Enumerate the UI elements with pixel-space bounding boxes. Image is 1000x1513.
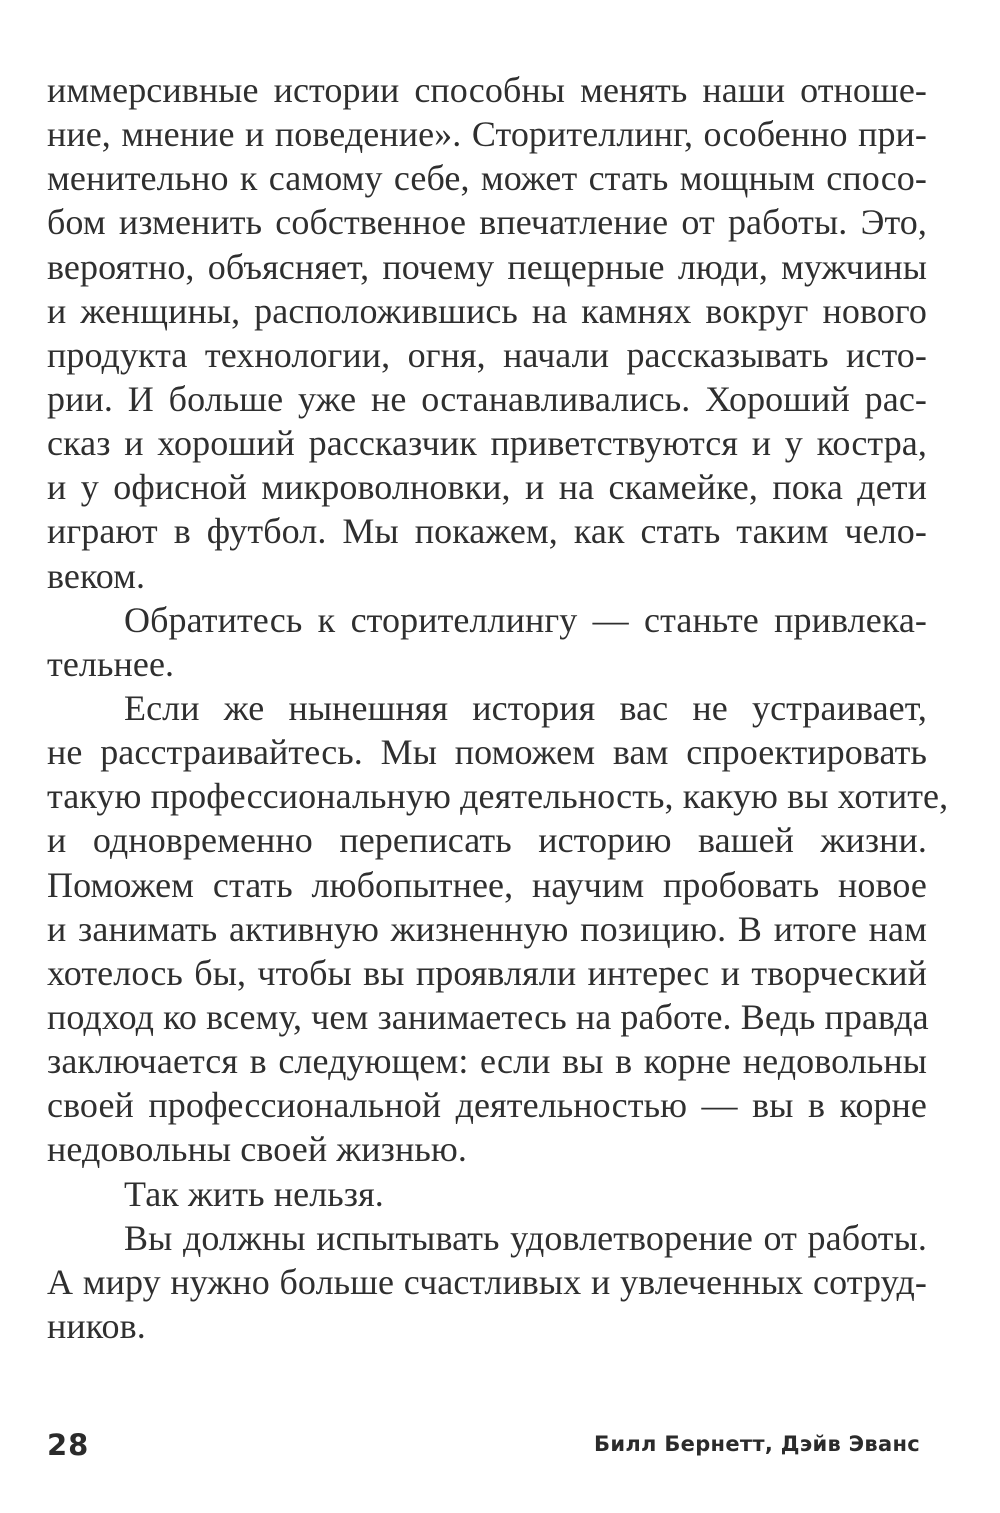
text-line: ние, мнение и поведение». Сторителлинг, особенно при-	[47, 114, 927, 155]
text-line: и у офисной микроволновки, и на скамейке, пока дети	[47, 467, 927, 508]
text-line: Так жить нельзя.	[124, 1173, 384, 1214]
text-line: не расстраивайтесь. Мы поможем вам спроектировать	[47, 732, 927, 773]
text-line: тельнее.	[47, 643, 175, 684]
text-line: заключается в следующем: если вы в корне недовольны	[47, 1041, 927, 1082]
body-text	[47, 68, 949, 1348]
page-number: 28	[47, 1428, 90, 1462]
text-line: продукта технологии, огня, начали рассказывать исто-	[47, 334, 927, 375]
text-line: и женщины, расположившись на камнях вокруг нового	[47, 290, 927, 331]
text-line: А миру нужно больше счастливых и увлеченных сотруд-	[47, 1261, 927, 1302]
text-line: рии. И больше уже не останавливались. Хороший рас-	[47, 378, 927, 419]
text-line: хотелось бы, чтобы вы проявляли интерес и творческий	[47, 952, 927, 993]
text-line: ников.	[47, 1305, 146, 1346]
running-head-authors: Билл Бернетт, Дэйв Эванс	[594, 1432, 920, 1456]
text-line: и одновременно переписать историю вашей жизни.	[47, 820, 927, 861]
text-line: и занимать активную жизненную позицию. В итоге нам	[47, 908, 927, 949]
text-line: сказ и хороший рассказчик приветствуются и у костра,	[47, 423, 927, 464]
text-line: такую профессиональную деятельность, какую вы хотите,	[47, 776, 949, 817]
text-line: Если же нынешняя история вас не устраивает,	[124, 687, 927, 728]
text-line: Вы должны испытывать удовлетворение от работы.	[124, 1217, 927, 1258]
text-line: играют в футбол. Мы покажем, как стать таким чело-	[47, 511, 927, 552]
text-line: своей профессиональной деятельностью — вы в корне	[47, 1085, 927, 1126]
text-line: иммерсивные истории способны менять наши отноше-	[47, 70, 927, 110]
text-line: недовольны своей жизнью.	[47, 1129, 467, 1170]
text-line: подход ко всему, чем занимаетесь на работе. Ведь правда	[47, 996, 929, 1037]
text-line: Обратитесь к сторителлингу — станьте привлека-	[124, 599, 927, 640]
text-line: веком.	[47, 555, 146, 596]
page-footer	[47, 1428, 920, 1468]
text-line: менительно к самому себе, может стать мощным спосо-	[47, 158, 927, 199]
text-line: вероятно, объясняет, почему пещерные люди, мужчины	[47, 246, 927, 287]
text-line: Поможем стать любопытнее, научим пробовать новое	[47, 864, 927, 905]
text-line: бом изменить собственное впечатление от работы. Это,	[47, 202, 927, 243]
